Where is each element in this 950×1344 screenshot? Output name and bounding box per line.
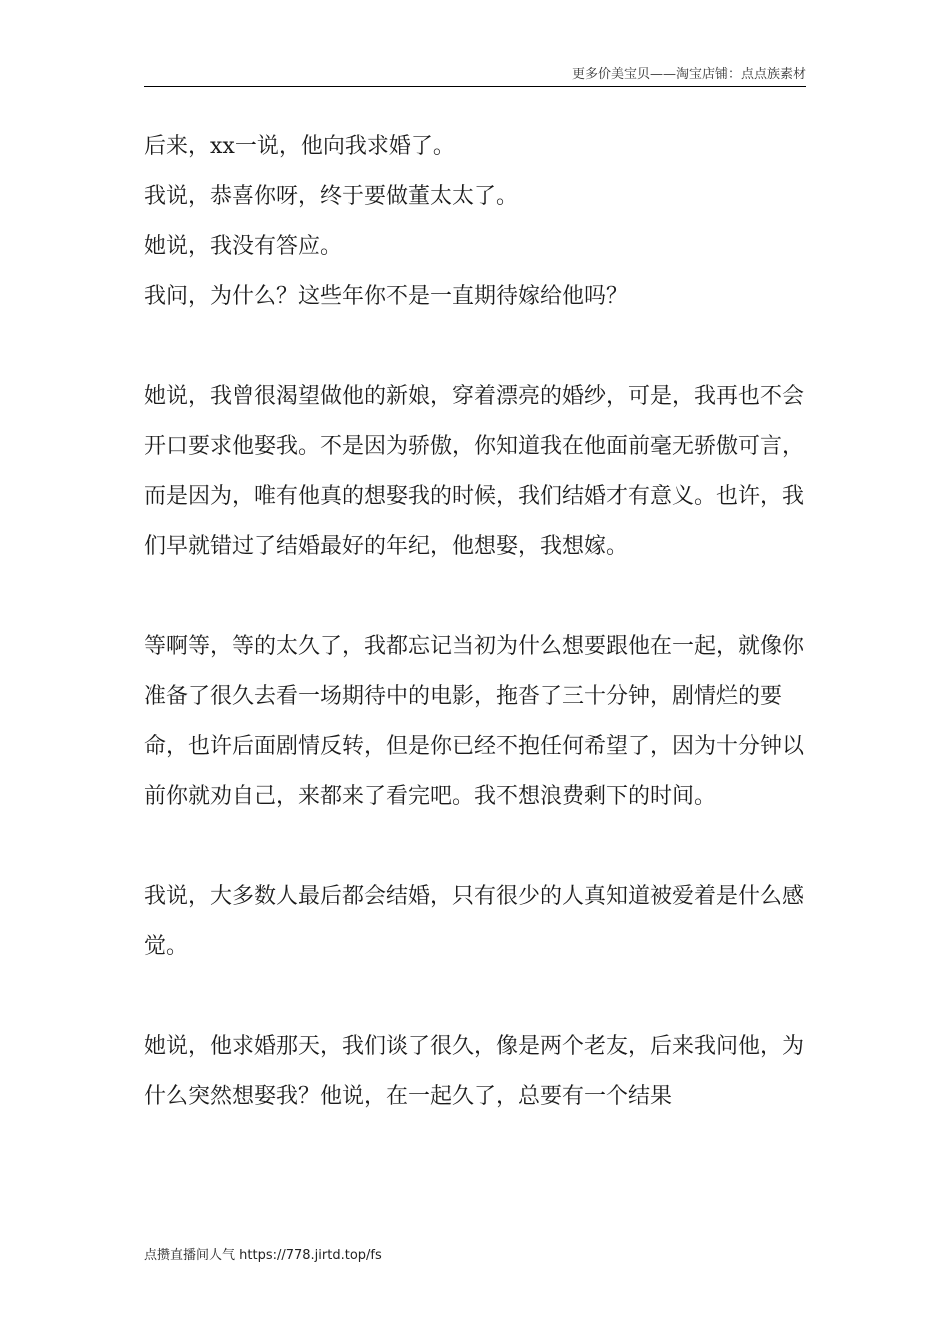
paragraph-spacer (144, 572, 806, 622)
paragraph-spacer (144, 322, 806, 372)
paragraph: 她说，我没有答应。 (144, 234, 343, 259)
paragraph: 我说，恭喜你呀，终于要做董太太了。 (144, 184, 519, 209)
page-footer[interactable]: 点攒直播间人气 https://778.jirtd.top/fs (144, 1248, 382, 1263)
paragraph: 她说，我曾很渴望做他的新娘，穿着漂亮的婚纱，可是，我再也不会开口要求他娶我。不是因为骄傲，你知道我在他面前毫无骄傲可言，而是因为，唯有他真的想娶我的时候，我们结婚才有意义。也许，我们早就错过了结婚最好的年纪，他想娶，我想嫁。 (144, 384, 805, 559)
paragraph-spacer (144, 822, 806, 872)
header-text: 更多价美宝贝——淘宝店铺：点点族素材 (571, 67, 806, 82)
paragraph: 我说，大多数人最后都会结婚，只有很少的人真知道被爱着是什么感觉。 (144, 884, 805, 959)
paragraph-spacer (144, 972, 806, 1022)
paragraph: 等啊等，等的太久了，我都忘记当初为什么想要跟他在一起，就像你准备了很久去看一场期待中的电影，拖沓了三十分钟，剧情烂的要命，也许后面剧情反转，但是你已经不抱任何希望了，因为十分钟以前你就劝自己，来都来了看完吧。我不想浪费剩下的时间。 (144, 634, 805, 809)
paragraph: 我问，为什么？这些年你不是一直期待嫁给他吗？ (144, 284, 629, 309)
page-header (144, 64, 806, 87)
document-body (144, 122, 806, 1122)
paragraph: 她说，他求婚那天，我们谈了很久，像是两个老友，后来我问他，为什么突然想娶我？他说，在一起久了，总要有一个结果 (144, 1034, 805, 1109)
paragraph: 后来，xx一说，他向我求婚了。 (144, 134, 455, 159)
